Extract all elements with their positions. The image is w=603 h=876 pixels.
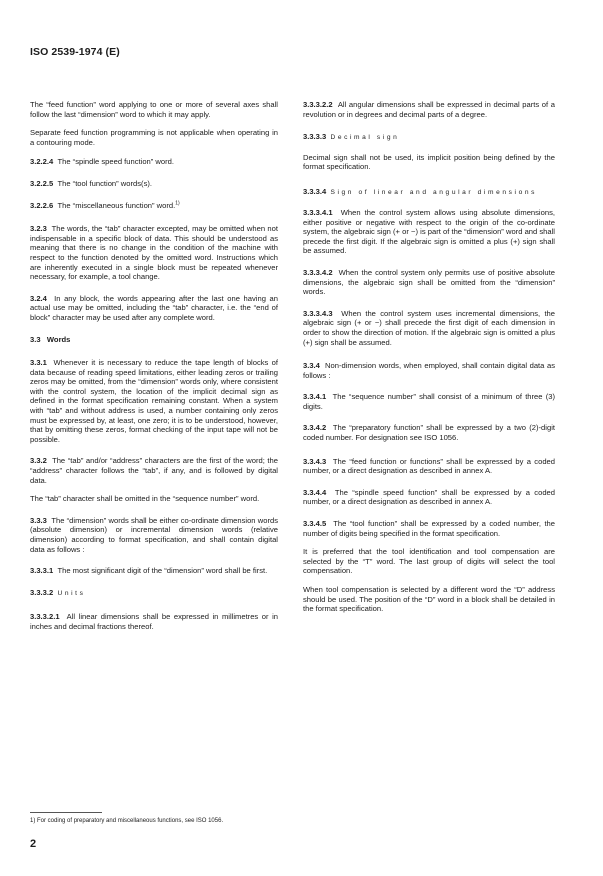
clause-3-3-3: 3.3.3 The “dimension” words shall be either co-ordinate dimension words (absolute dimension) or incremental dimension words (relative dimension) according to format specification, and shall contain digital data as follows : xyxy=(30,515,278,554)
right-column xyxy=(303,100,555,614)
section-heading-3-3: 3.3 Words xyxy=(30,334,71,344)
paragraph: When tool compensation is selected by a different word the “D” address should be used. The position of the “D” word in a block shall be detailed in the format specification. xyxy=(303,585,555,614)
paragraph: It is preferred that the tool identification and tool compensation are selected by the “T” word. The last group of digits will select the tool compensation. xyxy=(303,547,555,576)
clause-3-3-1: 3.3.1 Whenever it is necessary to reduce the tape length of blocks of data because of reading speed limitations, either leading zeros or trailing zeros may be omitted, from the “dimension” words only, where consistent with the control system, the location of the implicit decimal sign as defined in the format specification remaining constant. When a system with “tab” and without address is used, a number containing only zeros must be expressed by, at least, one zero; it is to be understood, however, that by omitting these zeros, format checking of the input tape will not be possible. xyxy=(30,358,278,444)
paragraph: Decimal sign shall not be used, its implicit position being defined by the format specification. xyxy=(303,152,555,172)
clause-3-3-3-4-2: 3.3.3.4.2 When the control system only permits use of positive absolute dimensions, the algebraic sign shall be omitted from the “dimension” words. xyxy=(303,267,555,297)
clause-3-3-3-4-1: 3.3.3.4.1 When the control system allows using absolute dimensions, either positive or negative with respect to the origin of the co-ordinate system, the algebraic sign (+ or −) is part of the “dimension” word and shall precede the first digit. If the algebraic sign is omitted a plus (+) sign shall be assumed. xyxy=(303,207,555,256)
clause-3-3-4: 3.3.4 Non-dimension words, when employed, shall contain digital data as follows : xyxy=(303,361,555,380)
footnote-divider xyxy=(30,812,102,813)
clause-3-3-2: 3.3.2 The “tab” and/or “address” characters are the first of the word; the “address” character follows the “tab”, if any, and is followed by digital data. xyxy=(30,456,278,485)
clause-3-3-3-1: 3.3.3.1 The most significant digit of the “dimension” word shall be first. xyxy=(30,566,268,576)
clause-3-2-2-6: 3.2.2.6 The “miscellaneous function” word.$^{1)}$ xyxy=(30,200,180,210)
page-header: ISO 2539-1974 (E) xyxy=(30,46,120,58)
clause-3-3-4-1: 3.3.4.1 The “sequence number” shall consist of a minimum of three (3) digits. xyxy=(303,392,555,411)
footnote-ref: 1) xyxy=(175,200,180,207)
clause-3-3-3-2-1: 3.3.3.2.1 All linear dimensions shall be expressed in millimetres or in inches and decimal fractions thereof. xyxy=(30,612,278,631)
left-column xyxy=(30,100,278,632)
paragraph: Separate feed function programming is not applicable when operating in a contouring mode. xyxy=(30,128,278,147)
clause-3-3-3-2-2: 3.3.3.2.2 All angular dimensions shall be expressed in decimal parts of a revolution or in degrees and decimal parts of a degree. xyxy=(303,100,555,119)
clause-3-3-4-2: 3.3.4.2 The “preparatory function” shall be expressed by a two (2)-digit coded number. For designation see ISO 1056. xyxy=(303,423,555,443)
subheading-decimal-sign: 3.3.3.3 Decimal sign xyxy=(303,132,400,142)
page-number: 2 xyxy=(30,838,37,850)
clause-3-2-4: 3.2.4 In any block, the words appearing after the last one having an actual use may be omitted, including the “tab” character, i.e. the “end of block” character may be used after any complete word. xyxy=(30,293,278,322)
clause-3-3-4-4: 3.3.4.4 The “spindle speed function” shall be expressed by a coded number, or a direct designation as described in annex A. xyxy=(303,487,555,507)
clause-3-3-4-5: 3.3.4.5 The “tool function” shall be expressed by a coded number, the number of digits being specified in the format specification. xyxy=(303,519,555,538)
footnote: 1) For coding of preparatory and miscellaneous functions, see ISO 1056. xyxy=(30,818,224,824)
paragraph: The “tab” character shall be omitted in the “sequence number” word. xyxy=(30,494,260,504)
subheading-units: 3.3.3.2 Units xyxy=(30,587,86,597)
clause-3-2-2-5: 3.2.2.5 The “tool function” words(s). xyxy=(30,178,153,188)
clause-3-3-4-3: 3.3.4.3 The “feed function or functions” shall be expressed by a coded number, or a direct designation as described in annex A. xyxy=(303,456,555,476)
clause-3-2-2-4: 3.2.2.4 The “spindle speed function” word. xyxy=(30,157,174,167)
subheading-sign-of-dimensions: 3.3.3.4 Sign of linear and angular dimensions xyxy=(303,186,538,196)
clause-3-2-3: 3.2.3 The words, the “tab” character excepted, may be omitted when not indispensable in a specific block of data. This should be understood as meaning that there is no change in the condition of the machine with respect to the function denoted by the omitted word. Instructions which are inherently executed in a single block must be repeated whenever necessary, for example, a tool change. xyxy=(30,224,278,282)
clause-3-3-3-4-3: 3.3.3.4.3 When the control system uses incremental dimensions, the algebraic sign (+ or −) shall precede the first digit of each dimension in order to show the direction of motion. If the algebraic sign is omitted a plus (+) sign shall be assumed. xyxy=(303,308,555,347)
paragraph: The “feed function” word applying to one or more of several axes shall follow the last “dimension” word to which it may apply. xyxy=(30,100,278,119)
